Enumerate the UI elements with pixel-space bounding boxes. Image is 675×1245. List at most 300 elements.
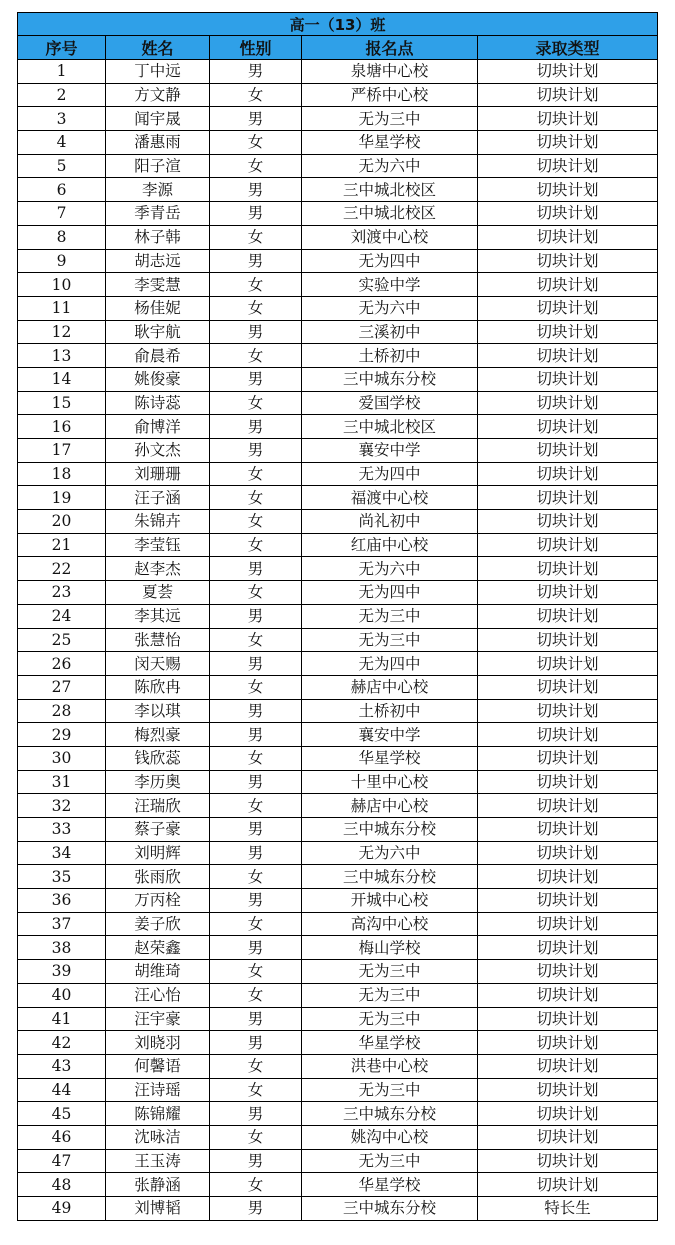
roster-body — [18, 60, 658, 1221]
cell-gender: 女 — [210, 486, 302, 510]
cell-admission-type: 切块计划 — [478, 83, 658, 107]
table-row — [18, 510, 658, 534]
table-row — [18, 367, 658, 391]
cell-name: 汪心怡 — [106, 983, 210, 1007]
cell-name: 万丙栓 — [106, 889, 210, 913]
cell-registration-site: 三中城东分校 — [302, 1197, 478, 1221]
cell-name: 朱锦卉 — [106, 510, 210, 534]
table-row — [18, 699, 658, 723]
table-row — [18, 770, 658, 794]
table-row — [18, 1149, 658, 1173]
cell-name: 张静涵 — [106, 1173, 210, 1197]
cell-admission-type: 切块计划 — [478, 889, 658, 913]
table-row — [18, 1078, 658, 1102]
cell-registration-site: 土桥初中 — [302, 699, 478, 723]
cell-gender: 女 — [210, 1173, 302, 1197]
cell-registration-site: 十里中心校 — [302, 770, 478, 794]
cell-gender: 女 — [210, 675, 302, 699]
cell-admission-type: 切块计划 — [478, 367, 658, 391]
cell-registration-site: 红庙中心校 — [302, 533, 478, 557]
cell-index: 10 — [18, 273, 106, 297]
cell-admission-type: 切块计划 — [478, 391, 658, 415]
cell-name: 姚俊豪 — [106, 367, 210, 391]
cell-registration-site: 无为四中 — [302, 462, 478, 486]
cell-index: 35 — [18, 865, 106, 889]
table-row — [18, 746, 658, 770]
cell-registration-site: 无为四中 — [302, 652, 478, 676]
cell-admission-type: 切块计划 — [478, 604, 658, 628]
cell-admission-type: 切块计划 — [478, 462, 658, 486]
cell-registration-site: 尚礼初中 — [302, 510, 478, 534]
cell-admission-type: 切块计划 — [478, 154, 658, 178]
table-row — [18, 794, 658, 818]
cell-gender: 男 — [210, 249, 302, 273]
cell-index: 26 — [18, 652, 106, 676]
cell-name: 陈锦耀 — [106, 1102, 210, 1126]
table-row — [18, 131, 658, 155]
cell-registration-site: 无为六中 — [302, 557, 478, 581]
cell-admission-type: 切块计划 — [478, 1078, 658, 1102]
cell-index: 20 — [18, 510, 106, 534]
cell-admission-type: 切块计划 — [478, 936, 658, 960]
cell-name: 胡维琦 — [106, 960, 210, 984]
cell-gender: 男 — [210, 1149, 302, 1173]
cell-registration-site: 三中城东分校 — [302, 865, 478, 889]
table-row — [18, 486, 658, 510]
cell-registration-site: 三中城东分校 — [302, 367, 478, 391]
cell-index: 44 — [18, 1078, 106, 1102]
header-index: 序号 — [18, 36, 106, 60]
table-row — [18, 178, 658, 202]
cell-index: 17 — [18, 439, 106, 463]
table-row — [18, 604, 658, 628]
cell-registration-site: 严桥中心校 — [302, 83, 478, 107]
table-row — [18, 818, 658, 842]
cell-gender: 女 — [210, 960, 302, 984]
table-row — [18, 936, 658, 960]
cell-admission-type: 切块计划 — [478, 510, 658, 534]
cell-index: 34 — [18, 841, 106, 865]
cell-name: 汪宇豪 — [106, 1007, 210, 1031]
cell-name: 沈咏洁 — [106, 1125, 210, 1149]
cell-admission-type: 切块计划 — [478, 581, 658, 605]
cell-name: 闻宇晟 — [106, 107, 210, 131]
table-row — [18, 557, 658, 581]
table-row — [18, 912, 658, 936]
cell-gender: 女 — [210, 154, 302, 178]
cell-gender: 女 — [210, 296, 302, 320]
cell-gender: 女 — [210, 983, 302, 1007]
cell-index: 32 — [18, 794, 106, 818]
cell-registration-site: 福渡中心校 — [302, 486, 478, 510]
table-row — [18, 841, 658, 865]
cell-name: 何馨语 — [106, 1054, 210, 1078]
cell-index: 13 — [18, 344, 106, 368]
cell-registration-site: 三中城北校区 — [302, 202, 478, 226]
cell-index: 36 — [18, 889, 106, 913]
cell-admission-type: 切块计划 — [478, 249, 658, 273]
cell-admission-type: 切块计划 — [478, 1031, 658, 1055]
cell-registration-site: 土桥初中 — [302, 344, 478, 368]
cell-name: 李其远 — [106, 604, 210, 628]
cell-registration-site: 无为三中 — [302, 960, 478, 984]
cell-admission-type: 切块计划 — [478, 296, 658, 320]
cell-admission-type: 切块计划 — [478, 557, 658, 581]
cell-index: 49 — [18, 1197, 106, 1221]
cell-name: 王玉涛 — [106, 1149, 210, 1173]
cell-registration-site: 无为六中 — [302, 154, 478, 178]
table-row — [18, 462, 658, 486]
cell-name: 杨佳妮 — [106, 296, 210, 320]
cell-registration-site: 无为三中 — [302, 604, 478, 628]
table-row — [18, 889, 658, 913]
cell-gender: 男 — [210, 699, 302, 723]
cell-gender: 女 — [210, 83, 302, 107]
cell-gender: 男 — [210, 202, 302, 226]
table-row — [18, 1054, 658, 1078]
table-row — [18, 1007, 658, 1031]
cell-index: 27 — [18, 675, 106, 699]
cell-admission-type: 切块计划 — [478, 652, 658, 676]
table-row — [18, 83, 658, 107]
cell-name: 蔡子豪 — [106, 818, 210, 842]
cell-registration-site: 襄安中学 — [302, 723, 478, 747]
table-row — [18, 1173, 658, 1197]
cell-registration-site: 开城中心校 — [302, 889, 478, 913]
cell-registration-site: 赫店中心校 — [302, 794, 478, 818]
cell-index: 28 — [18, 699, 106, 723]
cell-name: 刘博韬 — [106, 1197, 210, 1221]
cell-admission-type: 切块计划 — [478, 912, 658, 936]
cell-index: 48 — [18, 1173, 106, 1197]
cell-index: 41 — [18, 1007, 106, 1031]
cell-index: 18 — [18, 462, 106, 486]
table-row — [18, 415, 658, 439]
cell-name: 陈诗蕊 — [106, 391, 210, 415]
cell-name: 李源 — [106, 178, 210, 202]
cell-name: 李莹钰 — [106, 533, 210, 557]
cell-index: 24 — [18, 604, 106, 628]
table-row — [18, 202, 658, 226]
cell-admission-type: 切块计划 — [478, 675, 658, 699]
table-row — [18, 273, 658, 297]
cell-gender: 男 — [210, 107, 302, 131]
cell-name: 陈欣冉 — [106, 675, 210, 699]
cell-name: 方文静 — [106, 83, 210, 107]
cell-gender: 女 — [210, 533, 302, 557]
table-row — [18, 960, 658, 984]
cell-registration-site: 爱国学校 — [302, 391, 478, 415]
table-row — [18, 675, 658, 699]
cell-admission-type: 切块计划 — [478, 533, 658, 557]
cell-admission-type: 切块计划 — [478, 723, 658, 747]
table-row — [18, 60, 658, 84]
cell-registration-site: 华星学校 — [302, 746, 478, 770]
header-registration-site: 报名点 — [302, 36, 478, 60]
cell-gender: 女 — [210, 273, 302, 297]
cell-name: 夏荟 — [106, 581, 210, 605]
cell-gender: 女 — [210, 794, 302, 818]
table-row — [18, 1102, 658, 1126]
cell-name: 汪诗瑶 — [106, 1078, 210, 1102]
cell-admission-type: 切块计划 — [478, 628, 658, 652]
cell-gender: 男 — [210, 415, 302, 439]
cell-gender: 男 — [210, 770, 302, 794]
table-row — [18, 865, 658, 889]
cell-index: 11 — [18, 296, 106, 320]
cell-index: 14 — [18, 367, 106, 391]
table-row — [18, 391, 658, 415]
cell-admission-type: 切块计划 — [478, 699, 658, 723]
cell-gender: 女 — [210, 581, 302, 605]
cell-registration-site: 实验中学 — [302, 273, 478, 297]
cell-gender: 女 — [210, 344, 302, 368]
table-row — [18, 533, 658, 557]
cell-index: 38 — [18, 936, 106, 960]
cell-admission-type: 切块计划 — [478, 1173, 658, 1197]
cell-admission-type: 切块计划 — [478, 320, 658, 344]
cell-index: 21 — [18, 533, 106, 557]
cell-registration-site: 无为三中 — [302, 1149, 478, 1173]
cell-gender: 女 — [210, 912, 302, 936]
cell-name: 汪子涵 — [106, 486, 210, 510]
cell-registration-site: 无为四中 — [302, 249, 478, 273]
cell-registration-site: 三中城北校区 — [302, 178, 478, 202]
cell-admission-type: 切块计划 — [478, 273, 658, 297]
cell-gender: 女 — [210, 391, 302, 415]
cell-name: 俞晨希 — [106, 344, 210, 368]
table-row — [18, 344, 658, 368]
cell-index: 42 — [18, 1031, 106, 1055]
cell-index: 37 — [18, 912, 106, 936]
cell-gender: 男 — [210, 557, 302, 581]
cell-index: 19 — [18, 486, 106, 510]
cell-registration-site: 梅山学校 — [302, 936, 478, 960]
cell-index: 15 — [18, 391, 106, 415]
header-name: 姓名 — [106, 36, 210, 60]
cell-gender: 女 — [210, 1078, 302, 1102]
cell-name: 季青岳 — [106, 202, 210, 226]
cell-name: 刘珊珊 — [106, 462, 210, 486]
table-row — [18, 723, 658, 747]
cell-gender: 女 — [210, 510, 302, 534]
header-gender: 性别 — [210, 36, 302, 60]
table-row — [18, 652, 658, 676]
cell-gender: 女 — [210, 865, 302, 889]
cell-admission-type: 切块计划 — [478, 415, 658, 439]
table-title: 高一（13）班 — [18, 13, 658, 36]
cell-gender: 男 — [210, 1197, 302, 1221]
cell-name: 李历奥 — [106, 770, 210, 794]
cell-index: 3 — [18, 107, 106, 131]
cell-registration-site: 姚沟中心校 — [302, 1125, 478, 1149]
cell-name: 钱欣蕊 — [106, 746, 210, 770]
cell-registration-site: 无为三中 — [302, 628, 478, 652]
cell-admission-type: 切块计划 — [478, 818, 658, 842]
cell-admission-type: 切块计划 — [478, 865, 658, 889]
cell-name: 张雨欣 — [106, 865, 210, 889]
cell-registration-site: 无为六中 — [302, 296, 478, 320]
cell-name: 张慧怡 — [106, 628, 210, 652]
cell-gender: 男 — [210, 841, 302, 865]
roster-table — [17, 12, 658, 1221]
cell-registration-site: 三中城东分校 — [302, 1102, 478, 1126]
cell-admission-type: 切块计划 — [478, 178, 658, 202]
cell-admission-type: 切块计划 — [478, 486, 658, 510]
cell-name: 阳子渲 — [106, 154, 210, 178]
cell-gender: 男 — [210, 936, 302, 960]
cell-registration-site: 无为三中 — [302, 1007, 478, 1031]
cell-registration-site: 三中城北校区 — [302, 415, 478, 439]
cell-name: 李雯慧 — [106, 273, 210, 297]
cell-registration-site: 三溪初中 — [302, 320, 478, 344]
cell-admission-type: 切块计划 — [478, 746, 658, 770]
cell-admission-type: 切块计划 — [478, 344, 658, 368]
cell-name: 闵天赐 — [106, 652, 210, 676]
cell-name: 姜子欣 — [106, 912, 210, 936]
cell-admission-type: 切块计划 — [478, 841, 658, 865]
cell-registration-site: 无为三中 — [302, 107, 478, 131]
cell-admission-type: 切块计划 — [478, 1054, 658, 1078]
cell-registration-site: 高沟中心校 — [302, 912, 478, 936]
cell-admission-type: 切块计划 — [478, 1007, 658, 1031]
cell-index: 12 — [18, 320, 106, 344]
cell-index: 33 — [18, 818, 106, 842]
cell-index: 22 — [18, 557, 106, 581]
cell-index: 5 — [18, 154, 106, 178]
cell-index: 4 — [18, 131, 106, 155]
cell-index: 16 — [18, 415, 106, 439]
cell-registration-site: 襄安中学 — [302, 439, 478, 463]
cell-index: 9 — [18, 249, 106, 273]
cell-admission-type: 特长生 — [478, 1197, 658, 1221]
cell-registration-site: 华星学校 — [302, 1031, 478, 1055]
table-row — [18, 439, 658, 463]
cell-name: 俞博洋 — [106, 415, 210, 439]
cell-admission-type: 切块计划 — [478, 1102, 658, 1126]
cell-registration-site: 泉塘中心校 — [302, 60, 478, 84]
cell-index: 7 — [18, 202, 106, 226]
cell-index: 23 — [18, 581, 106, 605]
cell-index: 45 — [18, 1102, 106, 1126]
cell-registration-site: 无为三中 — [302, 983, 478, 1007]
table-row — [18, 249, 658, 273]
cell-index: 47 — [18, 1149, 106, 1173]
cell-name: 耿宇航 — [106, 320, 210, 344]
cell-gender: 男 — [210, 652, 302, 676]
table-row — [18, 1197, 658, 1221]
cell-index: 46 — [18, 1125, 106, 1149]
cell-index: 2 — [18, 83, 106, 107]
cell-registration-site: 三中城东分校 — [302, 818, 478, 842]
cell-gender: 女 — [210, 131, 302, 155]
cell-admission-type: 切块计划 — [478, 960, 658, 984]
cell-name: 林子韩 — [106, 225, 210, 249]
cell-name: 李以琪 — [106, 699, 210, 723]
cell-gender: 男 — [210, 889, 302, 913]
cell-index: 6 — [18, 178, 106, 202]
cell-registration-site: 无为三中 — [302, 1078, 478, 1102]
cell-admission-type: 切块计划 — [478, 770, 658, 794]
cell-admission-type: 切块计划 — [478, 1125, 658, 1149]
cell-index: 40 — [18, 983, 106, 1007]
cell-admission-type: 切块计划 — [478, 1149, 658, 1173]
cell-index: 25 — [18, 628, 106, 652]
table-row — [18, 225, 658, 249]
cell-name: 汪瑞欣 — [106, 794, 210, 818]
cell-gender: 女 — [210, 628, 302, 652]
cell-registration-site: 无为四中 — [302, 581, 478, 605]
cell-registration-site: 华星学校 — [302, 131, 478, 155]
cell-gender: 男 — [210, 439, 302, 463]
table-row — [18, 154, 658, 178]
cell-registration-site: 赫店中心校 — [302, 675, 478, 699]
cell-registration-site: 洪巷中心校 — [302, 1054, 478, 1078]
cell-name: 赵李杰 — [106, 557, 210, 581]
cell-index: 1 — [18, 60, 106, 84]
header-admission-type: 录取类型 — [478, 36, 658, 60]
cell-gender: 男 — [210, 320, 302, 344]
cell-gender: 男 — [210, 60, 302, 84]
cell-admission-type: 切块计划 — [478, 794, 658, 818]
cell-admission-type: 切块计划 — [478, 225, 658, 249]
cell-name: 赵荣鑫 — [106, 936, 210, 960]
table-row — [18, 1031, 658, 1055]
cell-gender: 女 — [210, 462, 302, 486]
cell-index: 43 — [18, 1054, 106, 1078]
cell-admission-type: 切块计划 — [478, 983, 658, 1007]
cell-index: 39 — [18, 960, 106, 984]
cell-index: 8 — [18, 225, 106, 249]
cell-index: 29 — [18, 723, 106, 747]
cell-name: 刘明辉 — [106, 841, 210, 865]
cell-gender: 男 — [210, 723, 302, 747]
title-row — [18, 13, 658, 36]
cell-gender: 男 — [210, 818, 302, 842]
cell-admission-type: 切块计划 — [478, 107, 658, 131]
cell-admission-type: 切块计划 — [478, 439, 658, 463]
table-row — [18, 983, 658, 1007]
cell-name: 刘晓羽 — [106, 1031, 210, 1055]
table-row — [18, 1125, 658, 1149]
cell-admission-type: 切块计划 — [478, 60, 658, 84]
table-row — [18, 628, 658, 652]
cell-index: 31 — [18, 770, 106, 794]
cell-admission-type: 切块计划 — [478, 131, 658, 155]
cell-name: 孙文杰 — [106, 439, 210, 463]
cell-gender: 女 — [210, 225, 302, 249]
cell-index: 30 — [18, 746, 106, 770]
table-row — [18, 320, 658, 344]
cell-name: 潘惠雨 — [106, 131, 210, 155]
cell-gender: 女 — [210, 746, 302, 770]
cell-gender: 男 — [210, 178, 302, 202]
cell-name: 梅烈豪 — [106, 723, 210, 747]
table-row — [18, 581, 658, 605]
cell-registration-site: 无为六中 — [302, 841, 478, 865]
cell-gender: 男 — [210, 1102, 302, 1126]
cell-gender: 男 — [210, 604, 302, 628]
cell-registration-site: 刘渡中心校 — [302, 225, 478, 249]
cell-gender: 男 — [210, 367, 302, 391]
table-row — [18, 296, 658, 320]
cell-name: 胡志远 — [106, 249, 210, 273]
cell-gender: 女 — [210, 1125, 302, 1149]
cell-gender: 男 — [210, 1031, 302, 1055]
cell-gender: 女 — [210, 1054, 302, 1078]
header-row — [18, 36, 658, 60]
cell-name: 丁中远 — [106, 60, 210, 84]
